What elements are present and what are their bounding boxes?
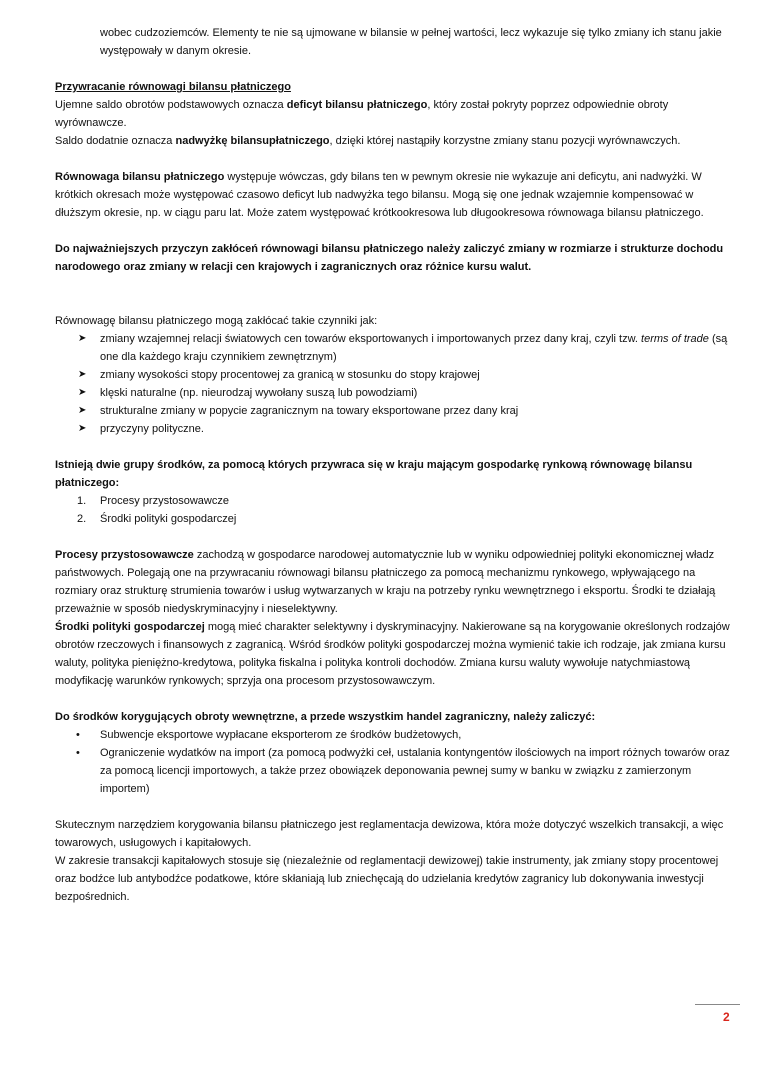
arrow-bullet-icon: ➤ [78,369,87,380]
groups-list [55,492,735,528]
bullet-icon: • [76,729,80,741]
list-item: 1. Procesy przystosowawcze [77,495,229,507]
currency-paragraph: Skutecznym narzędziem korygowania bilansu płatniczego jest reglamentacja dewizowa, która może dotyczyć wszelkich transakcji, a więc towarowych, usługowych i kapitałowych. [55,819,724,849]
capital-paragraph: W zakresie transakcji kapitałowych stosuje się (niezależnie od reglamentacji dewizowej) takie instrumenty, jak zmiany stopy procentowej oraz bodźce lub antybodźce podatkowe, które skłaniają lub zniechęcają do udzielania kredytów zagranicy lub dokonywania inwestycji bezpośrednich. [55,855,719,903]
intro-paragraph: wobec cudzoziemców. Elementy te nie są ujmowane w bilansie w pełnej wartości, lecz wykazuje się tylko zmiany ich stanu jakie występowały w danym okresie. [100,27,722,57]
groups-paragraph: Istnieją dwie grupy środków, za pomocą których przywraca się w kraju mającym gospodarkę rynkową równowagę bilansu płatniczego: [55,459,693,489]
bullet-icon: • [76,747,80,759]
list-item: ➤ klęski naturalne (np. nieurodzaj wywołany suszą lub powodziami) [55,384,735,402]
page-number: 2 [723,1010,730,1024]
factors-intro: Równowagę bilansu płatniczego mogą zakłócać takie czynniki jak: [55,315,378,327]
section-heading-restore: Przywracanie równowagi bilansu płatniczego [55,81,291,93]
factors-list [55,330,735,438]
balance-paragraph: Równowaga bilansu płatniczego występuje wówczas, gdy bilans ten w pewnym okresie nie wykazuje ani deficytu, ani nadwyżki. W krótkich okresach może występować czasowo deficyt lub nadwyżka tego bilansu. Mogą się one jednak wzajemnie kompensować w dłuższym okresie, np. w ciągu paru lat. Może zatem występować krótkookresowa lub długookresowa równowaga bilansu płatniczego. [55,171,704,219]
surplus-paragraph: Saldo dodatnie oznacza nadwyżkę bilansupłatniczego, dzięki której nastąpiły korzystne zmiany stanu pozycji wyrównawczych. [55,135,681,147]
list-item: ➤ zmiany wysokości stopy procentowej za granicą w stosunku do stopy krajowej [55,366,735,384]
list-item: • Ograniczenie wydatków na import (za pomocą podwyżki ceł, ustalania kontyngentów ilościowych na import różnych towarów oraz za pomocą licencji importowych, a także przez obowiązek deponowania pewnej sumy w banku w związku z zamierzonym importem) [55,744,735,798]
arrow-bullet-icon: ➤ [78,405,87,416]
arrow-bullet-icon: ➤ [78,333,87,344]
footer-divider [695,1004,740,1005]
list-item: • Subwencje eksportowe wypłacane eksporterom ze środków budżetowych, [55,726,735,744]
list-item: ➤ zmiany wzajemnej relacji światowych cen towarów eksportowanych i importowanych przez dany kraj, czyli tzw. terms of trade (są one dla każdego kraju czynnikiem zewnętrznym) [55,330,735,366]
arrow-bullet-icon: ➤ [78,387,87,398]
internal-paragraph: Do środków korygujących obroty wewnętrzne, a przede wszystkim handel zagraniczny, należy zaliczyć: [55,711,596,723]
processes-paragraph: Procesy przystosowawcze zachodzą w gospodarce narodowej automatycznie lub w wyniku odpowiedniej polityki ekonomicznej władz państwowych. Polegają one na przywracaniu równowagi bilansu płatniczego za pomocą mechanizmu rynkowego, wpływającego na rozmiary oraz strukturę strumienia towarów i usług wytwarzanych w kraju na potrzeby rynku wewnętrznego i eksportu. Środki te działają przeważnie w sposób niedyskryminacyjny i nieselektywny. [55,549,716,615]
document-page [55,24,735,906]
deficit-paragraph: Ujemne saldo obrotów podstawowych oznacza deficyt bilansu płatniczego, który został pokryty poprzez odpowiednie obroty wyrównawcze. [55,99,669,129]
causes-paragraph: Do najważniejszych przyczyn zakłóceń równowagi bilansu płatniczego należy zaliczyć zmiany w rozmiarze i strukturze dochodu narodowego oraz zmiany w relacji cen krajowych i zagranicznych oraz różnice kursu walut. [55,243,724,273]
policy-paragraph: Środki polityki gospodarczej mogą mieć charakter selektywny i dyskryminacyjny. Nakierowane są na korygowanie określonych rodzajów obrotów rzeczowych i finansowych z zagranicą. Wśród środków polityki gospodarczej można wymienić takie ich rodzaje, jak zmiana kursu waluty, polityka pieniężno-kredytowa, polityka fiskalna i polityka kontroli dochodów. Zmiana kursu waluty wywołuje natychmiastową modyfikację warunków rynkowych; sprzyja ona procesom przystosowawczym. [55,621,730,687]
list-item: ➤ strukturalne zmiany w popycie zagranicznym na towary eksportowane przez dany kraj [55,402,735,420]
list-item: ➤ przyczyny polityczne. [55,420,735,438]
internal-list [55,726,735,798]
arrow-bullet-icon: ➤ [78,423,87,434]
list-item: 2. Środki polityki gospodarczej [77,513,237,525]
